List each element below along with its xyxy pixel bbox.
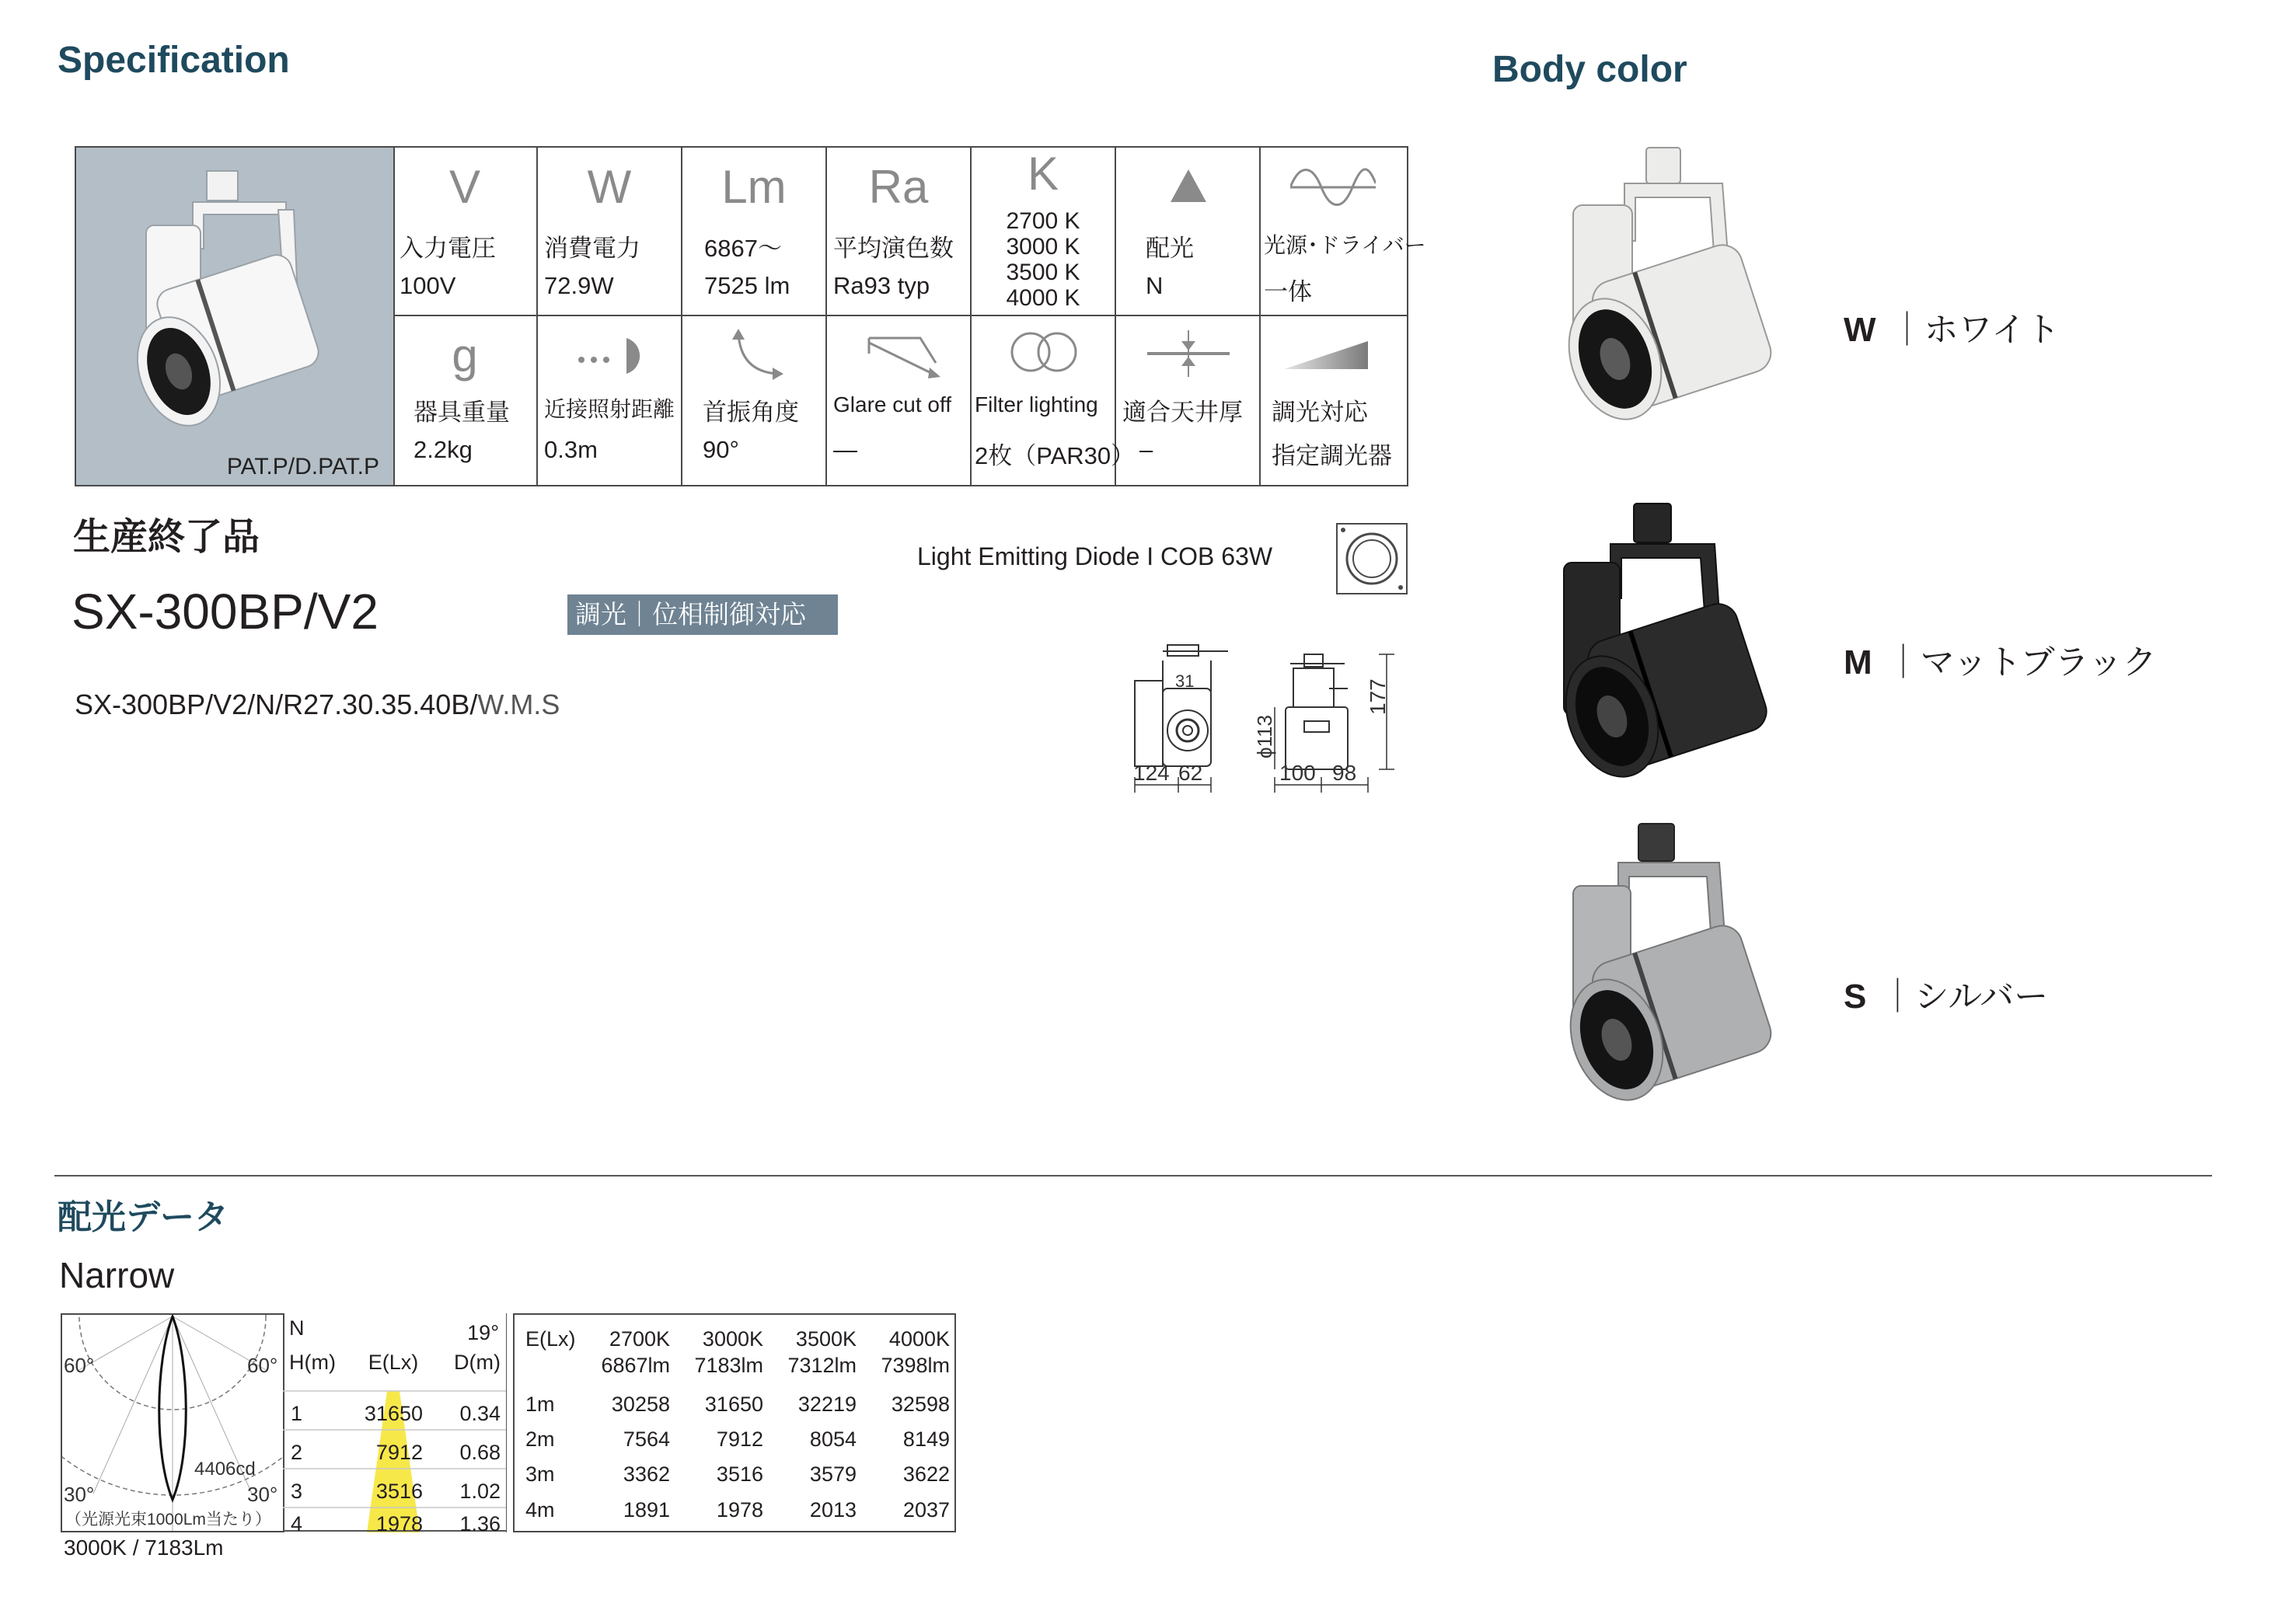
kelvin-list [972, 208, 1115, 311]
spec-value: — [833, 436, 857, 463]
color-option-matt-black [1844, 634, 2157, 684]
lux-value: 1891 [623, 1498, 670, 1522]
lux-row-h: 3m [525, 1462, 555, 1486]
double-circle-icon [1007, 330, 1082, 374]
angle-60-left: 60° [64, 1354, 95, 1377]
section-divider [54, 1175, 2212, 1177]
silver-spotlight-image [1547, 816, 1780, 1111]
spec-label: 入力電圧 [400, 235, 496, 262]
row-h: 2 [291, 1441, 303, 1464]
luminous-note: （光源光束1000Lm当たり） [65, 1511, 271, 1529]
kelvin-item: 2700 K [1006, 208, 1080, 234]
lumen-header: 7183lm [694, 1354, 763, 1377]
spec-distance [538, 316, 682, 485]
kelvin-item: 4000 K [1006, 285, 1080, 311]
spec-value: 一体 [1264, 278, 1312, 305]
lux-row-h: 4m [525, 1498, 555, 1522]
spec-label: 首振角度 [703, 399, 799, 426]
spec-kelvin [972, 148, 1116, 316]
temp-header: 4000K [888, 1327, 950, 1351]
width-dim-3: 100 [1279, 761, 1316, 785]
polar-chart [61, 1313, 284, 1532]
lux-value: 1978 [716, 1498, 763, 1522]
spec-table [75, 146, 1426, 486]
polar-chart-svg [62, 1315, 283, 1531]
width-dim-4: 98 [1332, 761, 1357, 785]
color-option-silver [1844, 968, 2048, 1018]
black-spotlight-image [1547, 490, 1780, 785]
spec-value: N [1146, 272, 1164, 299]
lux-value: 3516 [716, 1462, 763, 1486]
width-dim-2: 62 [1178, 761, 1203, 785]
lux-row-h: 1m [525, 1393, 555, 1416]
temp-header: 3000K [702, 1327, 763, 1351]
spec-value: 72.9W [544, 272, 614, 299]
offset-dim: 31 [1175, 671, 1195, 691]
lux-value: 32219 [797, 1393, 857, 1416]
ra-symbol: Ra [868, 161, 929, 213]
sine-wave-icon [1290, 168, 1376, 207]
peak-intensity: 4406cd [194, 1459, 256, 1480]
n-label: N [289, 1316, 305, 1340]
spec-value: 2.2kg [413, 436, 473, 463]
row-d: 0.34 [459, 1402, 501, 1425]
dimming-wedge-icon [1284, 340, 1370, 371]
spec-label: 器具重量 [413, 399, 510, 426]
spec-filter [972, 316, 1136, 485]
spotlight-illustration [76, 148, 393, 485]
temp-header: 2700K [609, 1327, 670, 1351]
light-source-text: Light Emitting Diode I COB 63W [917, 542, 1273, 570]
spec-value: – [1139, 436, 1153, 463]
diameter-dim: ϕ113 [1253, 714, 1276, 758]
full-product-code [75, 688, 560, 721]
distribution-type: Narrow [59, 1255, 175, 1295]
gram-symbol: g [452, 329, 478, 382]
lux-corner: E(Lx) [525, 1327, 576, 1351]
row-e: 3516 [375, 1480, 423, 1503]
spec-distribution [1116, 148, 1261, 316]
spec-voltage [393, 148, 538, 316]
spec-value: 7525 lm [704, 272, 790, 299]
spec-ceiling [1116, 316, 1261, 485]
spec-glare [827, 316, 972, 485]
spec-label: 適合天井厚 [1122, 399, 1243, 426]
lux-value: 2037 [902, 1498, 950, 1522]
spec-label: 配光 [1146, 235, 1194, 262]
product-code-base: SX-300BP/V2/N/R27.30.35.40B/ [75, 688, 478, 720]
lux-value: 2013 [809, 1498, 857, 1522]
product-photo [76, 148, 395, 485]
width-dim-1: 124 [1133, 761, 1170, 785]
color-option-white [1844, 302, 2060, 351]
lux-value: 7912 [716, 1428, 763, 1451]
illuminance-table [513, 1313, 956, 1532]
spec-weight [393, 316, 538, 485]
curved-arrow-icon [731, 329, 785, 383]
spec-label: 近接照射距離 [544, 397, 675, 421]
lux-value: 3579 [809, 1462, 857, 1486]
spec-label: 消費電力 [544, 235, 640, 262]
kelvin-symbol: K [1027, 148, 1059, 200]
header-d: D(m) [454, 1351, 501, 1374]
distribution-footer: 3000K / 7183Lm [64, 1536, 224, 1560]
white-body [1553, 148, 1776, 432]
body-color-heading: Body color [1492, 49, 1687, 90]
spec-value: 指定調光器 [1272, 442, 1392, 469]
lux-value: 31650 [704, 1393, 763, 1416]
ceiling-icon [1147, 330, 1230, 377]
spec-value: 100V [400, 272, 456, 299]
lux-value: 3622 [902, 1462, 950, 1486]
white-spotlight-image [1547, 140, 1780, 435]
lux-row-h: 2m [525, 1428, 555, 1451]
spec-value: 90° [703, 436, 739, 463]
spec-value: Ra93 typ [833, 272, 930, 299]
model-name: SX-300BP/V2 [72, 584, 379, 640]
color-code: S [1844, 978, 1867, 1016]
spec-label: Glare cut off [833, 392, 952, 417]
lumen-symbol: Lm [721, 161, 787, 213]
lux-value: 30258 [611, 1393, 670, 1416]
color-code: M [1844, 643, 1872, 682]
spec-driver [1261, 148, 1426, 316]
row-h: 4 [291, 1512, 303, 1536]
temp-header: 3500K [795, 1327, 857, 1351]
spec-power [538, 148, 682, 316]
dimension-drawing [1119, 637, 1415, 808]
spec-heading: Specification [58, 40, 290, 81]
cob-led-icon [1335, 522, 1408, 595]
angle-30-left: 30° [64, 1483, 95, 1506]
spec-value: 2枚（PAR30） [975, 442, 1136, 469]
lux-value: 32598 [891, 1393, 950, 1416]
triangle-icon [1169, 166, 1208, 205]
dimming-badge: 調光｜位相制御対応 [567, 594, 838, 635]
dots-half-moon-icon [575, 333, 650, 375]
watt-symbol: W [587, 161, 632, 213]
spec-label: 平均演色数 [833, 235, 954, 262]
spec-ra [827, 148, 972, 316]
spec-label: 6867～ [704, 235, 782, 262]
product-color-suffix: W.M.S [477, 688, 560, 720]
lux-value: 7564 [623, 1428, 670, 1451]
spec-label: 光源･ドライバー [1264, 233, 1426, 257]
color-name: ｜ホワイト [1889, 311, 2060, 349]
beam-table [283, 1313, 507, 1536]
height-dim: 177 [1366, 678, 1390, 715]
row-e: 7912 [375, 1441, 423, 1464]
header-e: E(Lx) [368, 1351, 419, 1374]
color-name: ｜マットブラック [1886, 643, 2157, 682]
discontinued-label: 生産終了品 [73, 517, 260, 558]
lumen-header: 7398lm [881, 1354, 950, 1377]
distribution-heading: 配光データ [58, 1198, 229, 1236]
spec-lumen [682, 148, 827, 316]
row-h: 1 [291, 1402, 303, 1425]
angle-30-right: 30° [247, 1483, 278, 1506]
spec-tilt [682, 316, 827, 485]
row-d: 0.68 [459, 1441, 501, 1464]
lux-value: 8054 [809, 1428, 857, 1451]
voltage-symbol: V [448, 161, 481, 213]
row-d: 1.36 [459, 1512, 501, 1536]
angle-60-right: 60° [247, 1354, 278, 1377]
spec-dimming [1261, 316, 1407, 485]
color-code: W [1844, 311, 1876, 349]
row-d: 1.02 [459, 1480, 501, 1503]
spec-value: 0.3m [544, 436, 598, 463]
lux-value: 8149 [902, 1428, 950, 1451]
row-h: 3 [291, 1480, 303, 1503]
row-e: 31650 [364, 1402, 423, 1425]
lumen-header: 6867lm [601, 1354, 670, 1377]
color-name: ｜シルバー [1880, 978, 2049, 1016]
row-e: 1978 [375, 1512, 423, 1536]
photo-caption: PAT.P/D.PAT.P [226, 454, 379, 479]
kelvin-item: 3000 K [1006, 234, 1080, 260]
beam-angle: 19° [467, 1321, 499, 1344]
glare-cut-icon [866, 332, 944, 382]
spec-label: 調光対応 [1272, 399, 1368, 426]
kelvin-item: 3500 K [1006, 260, 1080, 285]
lumen-header: 7312lm [787, 1354, 857, 1377]
spec-label: Filter lighting [975, 392, 1098, 417]
lux-value: 3362 [623, 1462, 670, 1486]
header-h: H(m) [289, 1351, 336, 1374]
